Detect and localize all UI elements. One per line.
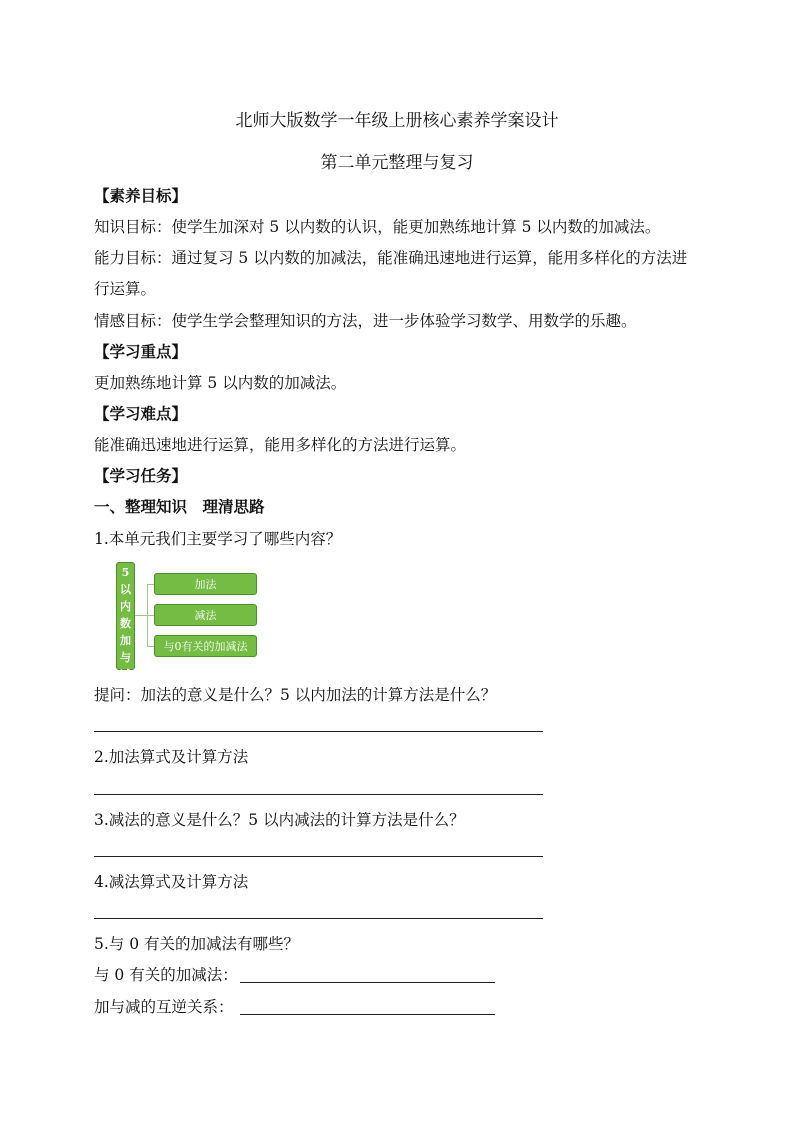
emotion-goal: 情感目标：使学生学会整理知识的方法，进一步体验学习数学、用数学的乐趣。 (94, 312, 637, 330)
answer-line[interactable] (94, 794, 543, 795)
question-prompt: 提问：加法的意义是什么？5 以内加法的计算方法是什么？ (94, 686, 497, 704)
difficulties-heading: 【学习难点】 (94, 404, 188, 423)
mindmap-root (116, 562, 135, 681)
mindmap-root-char: 数 (120, 617, 131, 630)
mindmap-root-char: 加 (120, 634, 131, 647)
question-2: 2.加法算式及计算方法 (94, 748, 249, 766)
mindmap-root-char: 与 (120, 651, 131, 664)
mindmap-connector (147, 615, 154, 616)
knowledge-goal: 知识目标：使学生加深对 5 以内数的认识，能更加熟练地计算 5 以内数的加减法。 (94, 218, 661, 236)
fill-inverse-label: 加与减的互逆关系： (94, 998, 234, 1016)
key-points-heading: 【学习重点】 (94, 342, 188, 361)
key-points-text: 更加熟练地计算 5 以内数的加减法。 (94, 374, 347, 392)
answer-line[interactable] (94, 856, 543, 857)
mindmap-root-char: 5 (121, 566, 130, 579)
mindmap-branch-subtraction: 减法 (154, 604, 257, 626)
mindmap (116, 562, 266, 681)
fill-inverse-line[interactable] (240, 1014, 495, 1015)
question-5: 5.与 0 有关的加减法有哪些？ (94, 935, 300, 953)
fill-zero-label: 与 0 有关的加减法： (94, 966, 238, 984)
answer-line[interactable] (94, 918, 543, 919)
fill-zero-line[interactable] (240, 982, 495, 983)
mindmap-root-char: 内 (120, 600, 131, 613)
mindmap-root-char: 减 (120, 668, 131, 681)
difficulties-text: 能准确迅速地进行运算，能用多样化的方法进行运算。 (94, 436, 467, 454)
mindmap-branch-addition: 加法 (154, 573, 257, 595)
document-subtitle: 第二单元整理与复习 (320, 153, 474, 173)
goals-heading: 【素养目标】 (94, 186, 188, 205)
ability-goal-line2: 行运算。 (94, 280, 157, 298)
mindmap-connector (147, 584, 154, 585)
answer-line[interactable] (94, 731, 543, 732)
mindmap-root-char: 以 (120, 583, 131, 596)
section-one-heading: 一、整理知识 理清思路 (94, 497, 265, 516)
mindmap-branch-zero: 与0有关的加减法 (154, 635, 257, 657)
mindmap-connector (147, 646, 154, 647)
tasks-heading: 【学习任务】 (94, 466, 188, 485)
ability-goal-line1: 能力目标：通过复习 5 以内数的加减法，能准确迅速地进行运算，能用多样化的方法进 (94, 249, 688, 267)
question-1: 1.本单元我们主要学习了哪些内容？ (94, 530, 342, 548)
document-title: 北师大版数学一年级上册核心素养学案设计 (235, 111, 559, 131)
mindmap-connector (135, 615, 147, 616)
question-4: 4.减法算式及计算方法 (94, 873, 249, 891)
question-3: 3.减法的意义是什么？5 以内减法的计算方法是什么？ (94, 811, 465, 829)
